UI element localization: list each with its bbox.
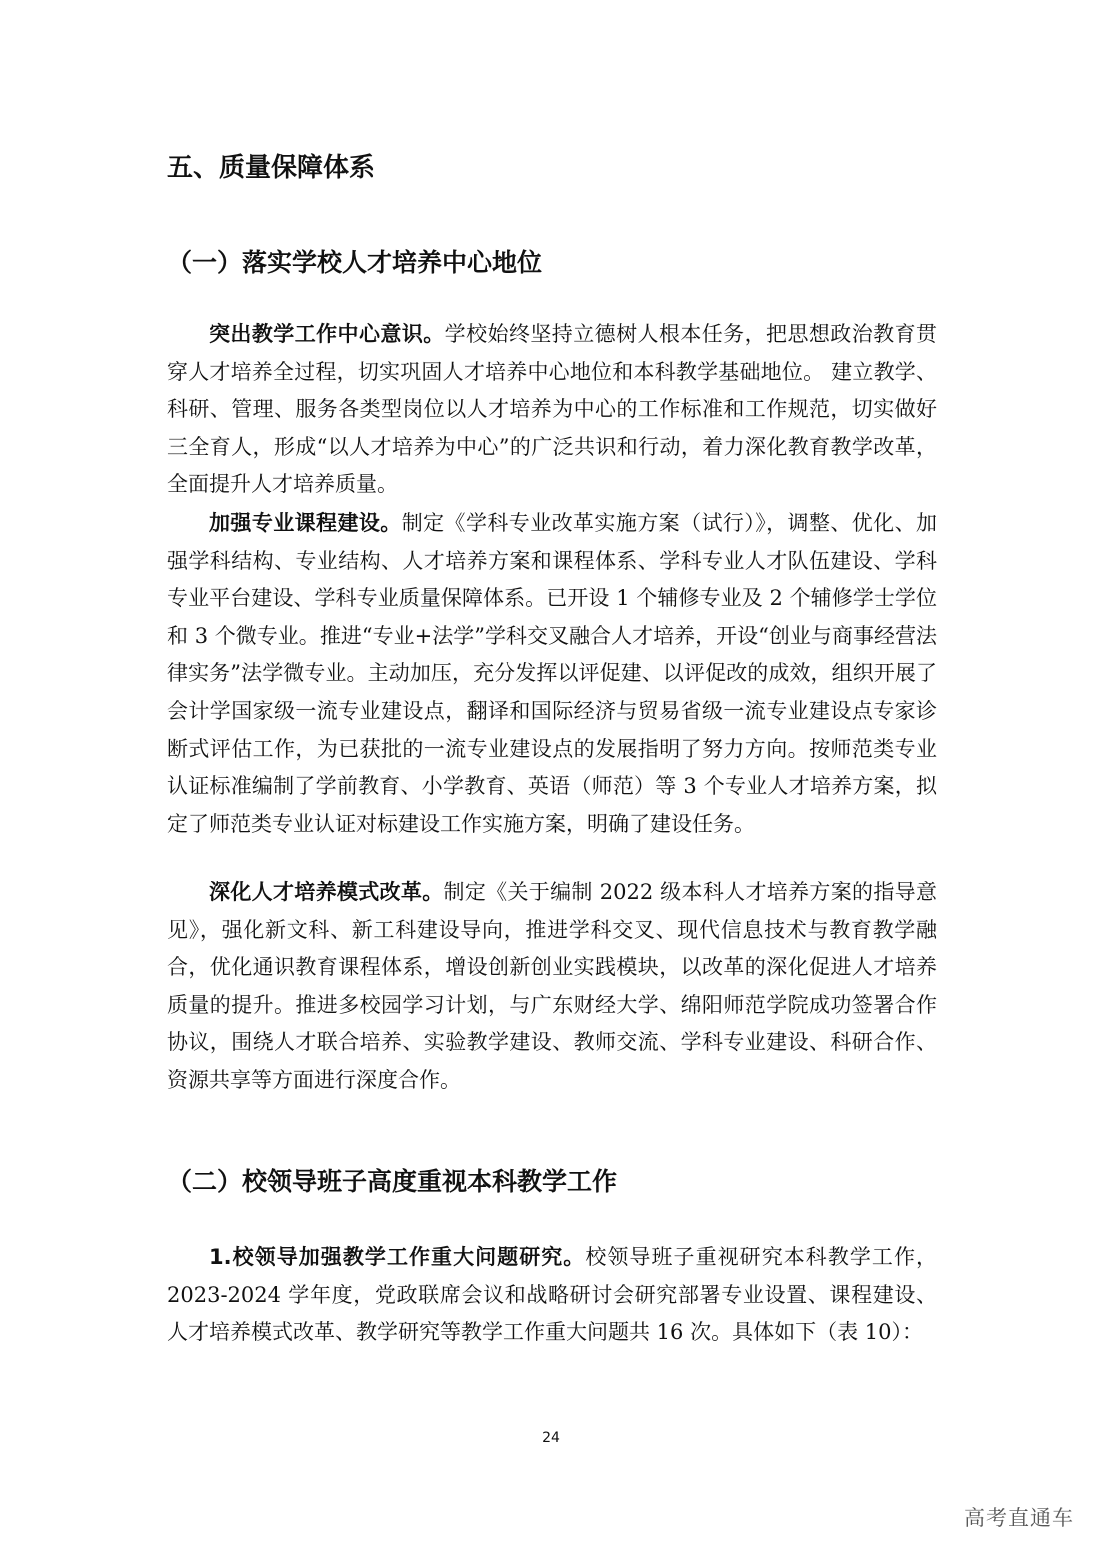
paragraph-text: 制定《关于编制 2022 级本科人才培养方案的指导意见》，强化新文科、新工科建设导向，推进学科交叉、现代信息技术与教育教学融合，优化通识教育课程体系，增设创新创业实践模块，以改革的深化促进人才培养质量的提升。推进多校园学习计划，与广东财经大学、绵阳师范学院成功签署合作协议，围绕人才联合培养、实验教学建设、教师交流、学科专业建设、科研合作、资源共享等方面进行深度合作。: [167, 880, 938, 1092]
paragraph-lead: 1.校领导加强教学工作重大问题研究。: [209, 1245, 586, 1269]
section-title: 五、质量保障体系: [167, 153, 376, 183]
paragraph: [167, 1239, 937, 1352]
subsection-heading-2: （二）校领导班子高度重视本科教学工作: [167, 1167, 618, 1196]
paragraph-lead: 突出教学工作中心意识。: [209, 322, 445, 346]
paragraph: [167, 874, 937, 1100]
paragraph-text: 校领导班子重视研究本科教学工作，2023-2024 学年度，党政联席会议和战略研讨会研究部署专业设置、课程建设、人才培养模式改革、教学研究等教学工作重大问题共 16 次。具体如下（表 10）：: [167, 1245, 938, 1345]
subsection-heading-1: （一）落实学校人才培养中心地位: [167, 248, 543, 277]
paragraph: [167, 316, 937, 504]
watermark: 高考直通车: [964, 1506, 1074, 1530]
paragraph: [167, 505, 937, 843]
paragraph-lead: 加强专业课程建设。: [209, 511, 402, 535]
paragraph-lead: 深化人才培养模式改革。: [209, 880, 444, 904]
paragraph-text: 学校始终坚持立德树人根本任务，把思想政治教育贯穿人才培养全过程，切实巩固人才培养中心地位和本科教学基础地位。 建立教学、科研、管理、服务各类型岗位以人才培养为中心的工作标准和工作规范，切实做好三全育人，形成“以人才培养为中心”的广泛共识和行动，着力深化教育教学改革，全面提升人才培养质量。: [167, 322, 938, 497]
paragraph-text: 制定《学科专业改革实施方案（试行）》，调整、优化、加强学科结构、专业结构、人才培养方案和课程体系、学科专业人才队伍建设、学科专业平台建设、学科专业质量保障体系。已开设 1 个辅修专业及 2 个辅修学士学位和 3 个微专业。推进“专业+法学”学科交叉融合人才培养，开设“创业与商事经营法律实务”法学微专业。主动加压，充分发挥以评促建、以评促改的成效，组织开展了会计学国家级一流专业建设点，翻译和国际经济与贸易省级一流专业建设点专家诊断式评估工作，为已获批的一流专业建设点的发展指明了努力方向。按师范类专业认证标准编制了学前教育、小学教育、英语（师范）等 3 个专业人才培养方案，拟定了师范类专业认证对标建设工作实施方案，明确了建设任务。: [167, 511, 938, 836]
page-number: 24: [542, 1430, 560, 1446]
